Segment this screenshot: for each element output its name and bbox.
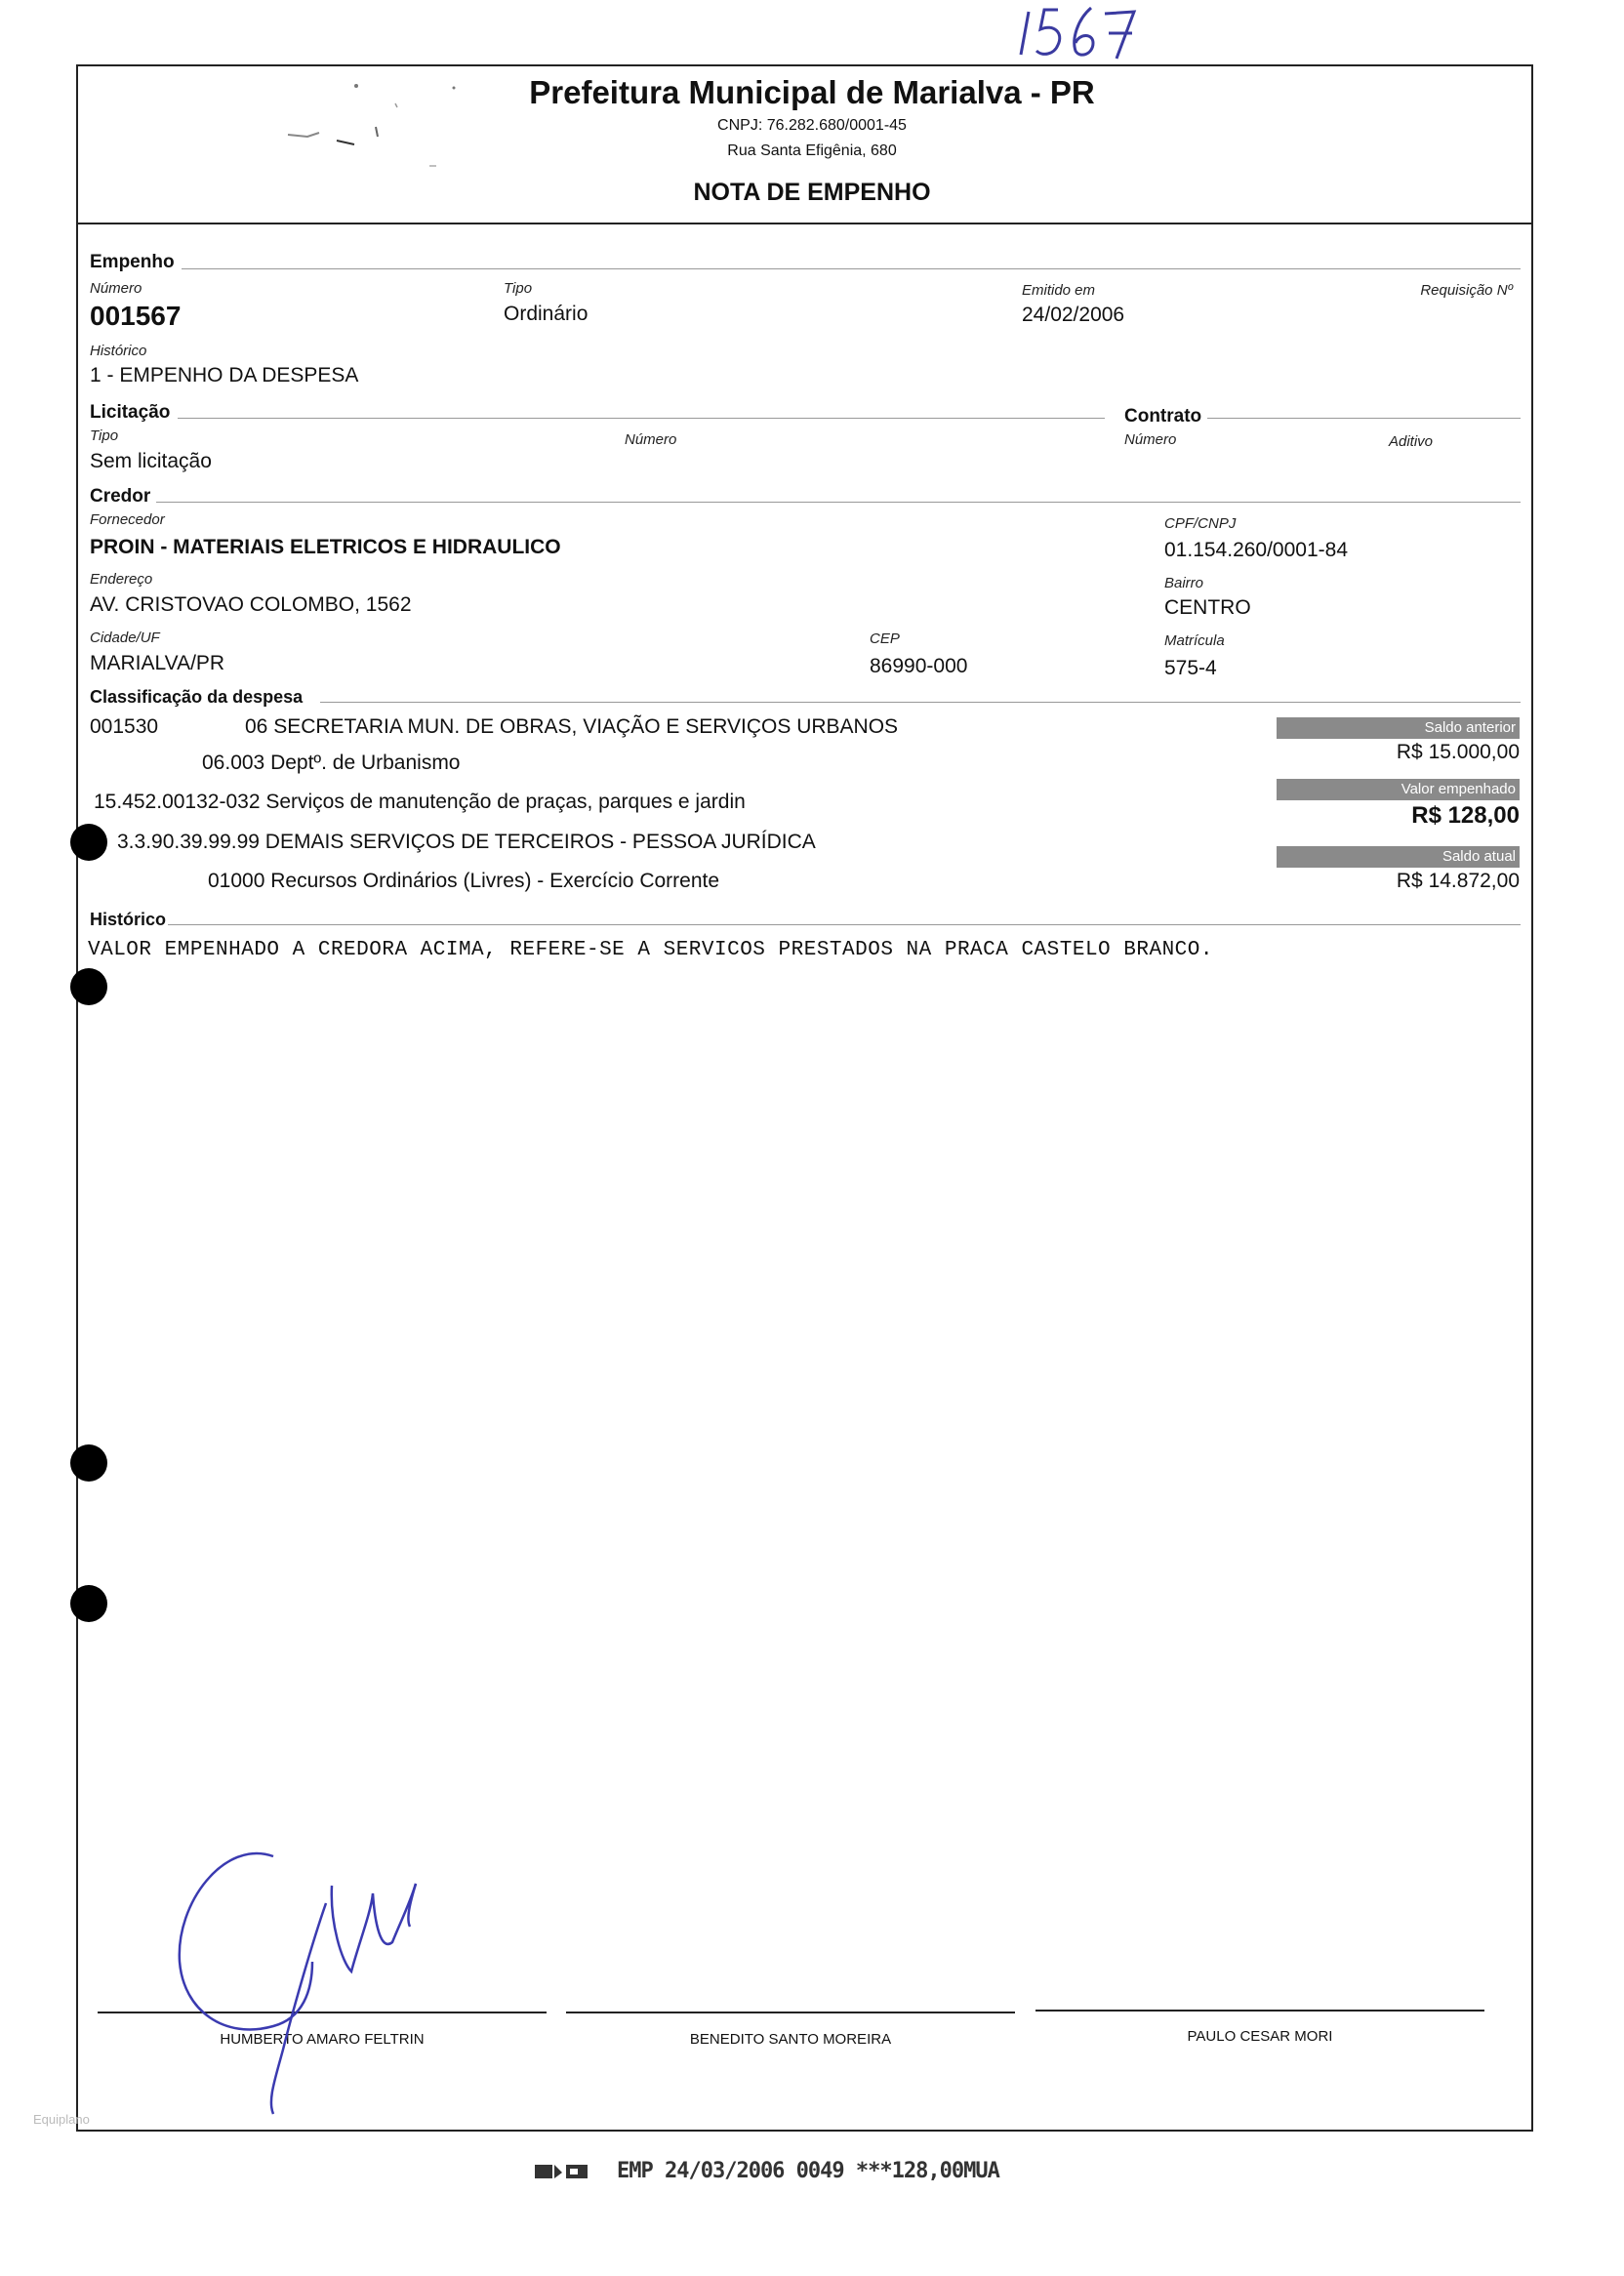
contrato-numero-label: Número [1124,431,1177,448]
punch-hole [70,1585,107,1622]
classificacao-section-label: Classificação da despesa [90,687,304,707]
cep-value: 86990-000 [870,655,968,677]
cidade-label: Cidade/UF [90,630,160,646]
cep-label: CEP [870,630,900,647]
handwritten-number [1015,0,1142,64]
matricula-value: 575-4 [1164,657,1217,679]
contrato-section-label: Contrato [1124,406,1202,427]
historico-value-1: 1 - EMPENHO DA DESPESA [90,364,359,386]
licitacao-numero-label: Número [625,431,677,448]
cpf-value: 01.154.260/0001-84 [1164,539,1349,561]
classificacao-line-3: 15.452.00132-032 Serviços de manutenção de praças, parques e jardin [94,791,746,813]
faint-footer-logo: Equiplano [33,2112,90,2127]
licitacao-rule [178,418,1105,419]
empenho-rule [182,268,1521,269]
saldo-anterior-bar: Saldo anterior [1277,717,1520,739]
stamp-mark-icon [533,2159,591,2184]
emitido-value: 24/02/2006 [1022,304,1125,326]
empenho-number: 001567 [90,301,182,331]
historico-section-label: Histórico [90,910,167,929]
historico-text: VALOR EMPENHADO A CREDORA ACIMA, REFERE-SE A SERVICOS PRESTADOS NA PRACA CASTELO BRANCO. [88,939,1213,961]
handwritten-signature [166,1845,449,2128]
signature-line-2 [566,2012,1015,2013]
contrato-aditivo-label: Aditivo [1389,433,1434,450]
licitacao-tipo-label: Tipo [90,427,119,444]
historico-label-1: Histórico [90,343,147,359]
numero-label: Número [90,280,142,297]
signature-name-2: BENEDITO SANTO MOREIRA [689,2031,892,2048]
tipo-label: Tipo [504,280,533,297]
punch-hole [70,1444,107,1482]
stamp-text: EMP 24/03/2006 0049 ***128,00MUA [617,2159,999,2183]
classificacao-line-5: 01000 Recursos Ordinários (Livres) - Exercício Corrente [208,870,720,892]
classificacao-code: 001530 [90,715,159,738]
signature-name-3: PAULO CESAR MORI [1187,2028,1333,2045]
saldo-anterior-value: R$ 15.000,00 [1396,741,1520,763]
org-title: Prefeitura Municipal de Marialva - PR [529,74,1095,110]
valor-empenhado-value: R$ 128,00 [1411,802,1520,829]
signature-line-3 [1035,2010,1484,2012]
historico-rule [168,924,1521,925]
matricula-label: Matrícula [1164,632,1225,649]
licitacao-section-label: Licitação [90,402,171,423]
classificacao-line-1: 06 SECRETARIA MUN. DE OBRAS, VIAÇÃO E SERVIÇOS URBANOS [245,715,899,738]
saldo-atual-value: R$ 14.872,00 [1396,870,1520,892]
classificacao-line-4: 3.3.90.39.99.99 DEMAIS SERVIÇOS DE TERCEIROS - PESSOA JURÍDICA [117,831,816,853]
classificacao-line-2: 06.003 Deptº. de Urbanismo [202,752,461,774]
punch-hole [70,968,107,1005]
bairro-value: CENTRO [1164,596,1251,619]
handwritten-number-drawing [1015,0,1142,64]
licitacao-tipo-value: Sem licitação [90,450,212,472]
signature-name-1: HUMBERTO AMARO FELTRIN [220,2031,425,2048]
cidade-value: MARIALVA/PR [90,652,225,674]
fornecedor-value: PROIN - MATERIAIS ELETRICOS E HIDRAULICO [90,536,561,558]
fornecedor-label: Fornecedor [90,511,165,528]
emitido-label: Emitido em [1022,282,1096,299]
cpf-label: CPF/CNPJ [1164,515,1237,532]
address-line: Rua Santa Efigênia, 680 [727,142,897,159]
valor-empenhado-bar: Valor empenhado [1277,779,1520,800]
saldo-atual-bar: Saldo atual [1277,846,1520,868]
empenho-section-label: Empenho [90,252,175,272]
tipo-value: Ordinário [504,303,589,325]
endereco-value: AV. CRISTOVAO COLOMBO, 1562 [90,593,412,616]
endereco-label: Endereço [90,571,153,588]
credor-rule [156,502,1521,503]
classificacao-rule [320,702,1521,703]
cnpj-line: CNPJ: 76.282.680/0001-45 [717,117,907,134]
punch-hole [70,824,107,861]
requisicao-label: Requisição Nº [1420,282,1513,299]
credor-section-label: Credor [90,486,151,507]
header-separator [76,223,1533,224]
bairro-label: Bairro [1164,575,1204,591]
contrato-rule [1207,418,1521,419]
doc-title: NOTA DE EMPENHO [693,179,931,206]
